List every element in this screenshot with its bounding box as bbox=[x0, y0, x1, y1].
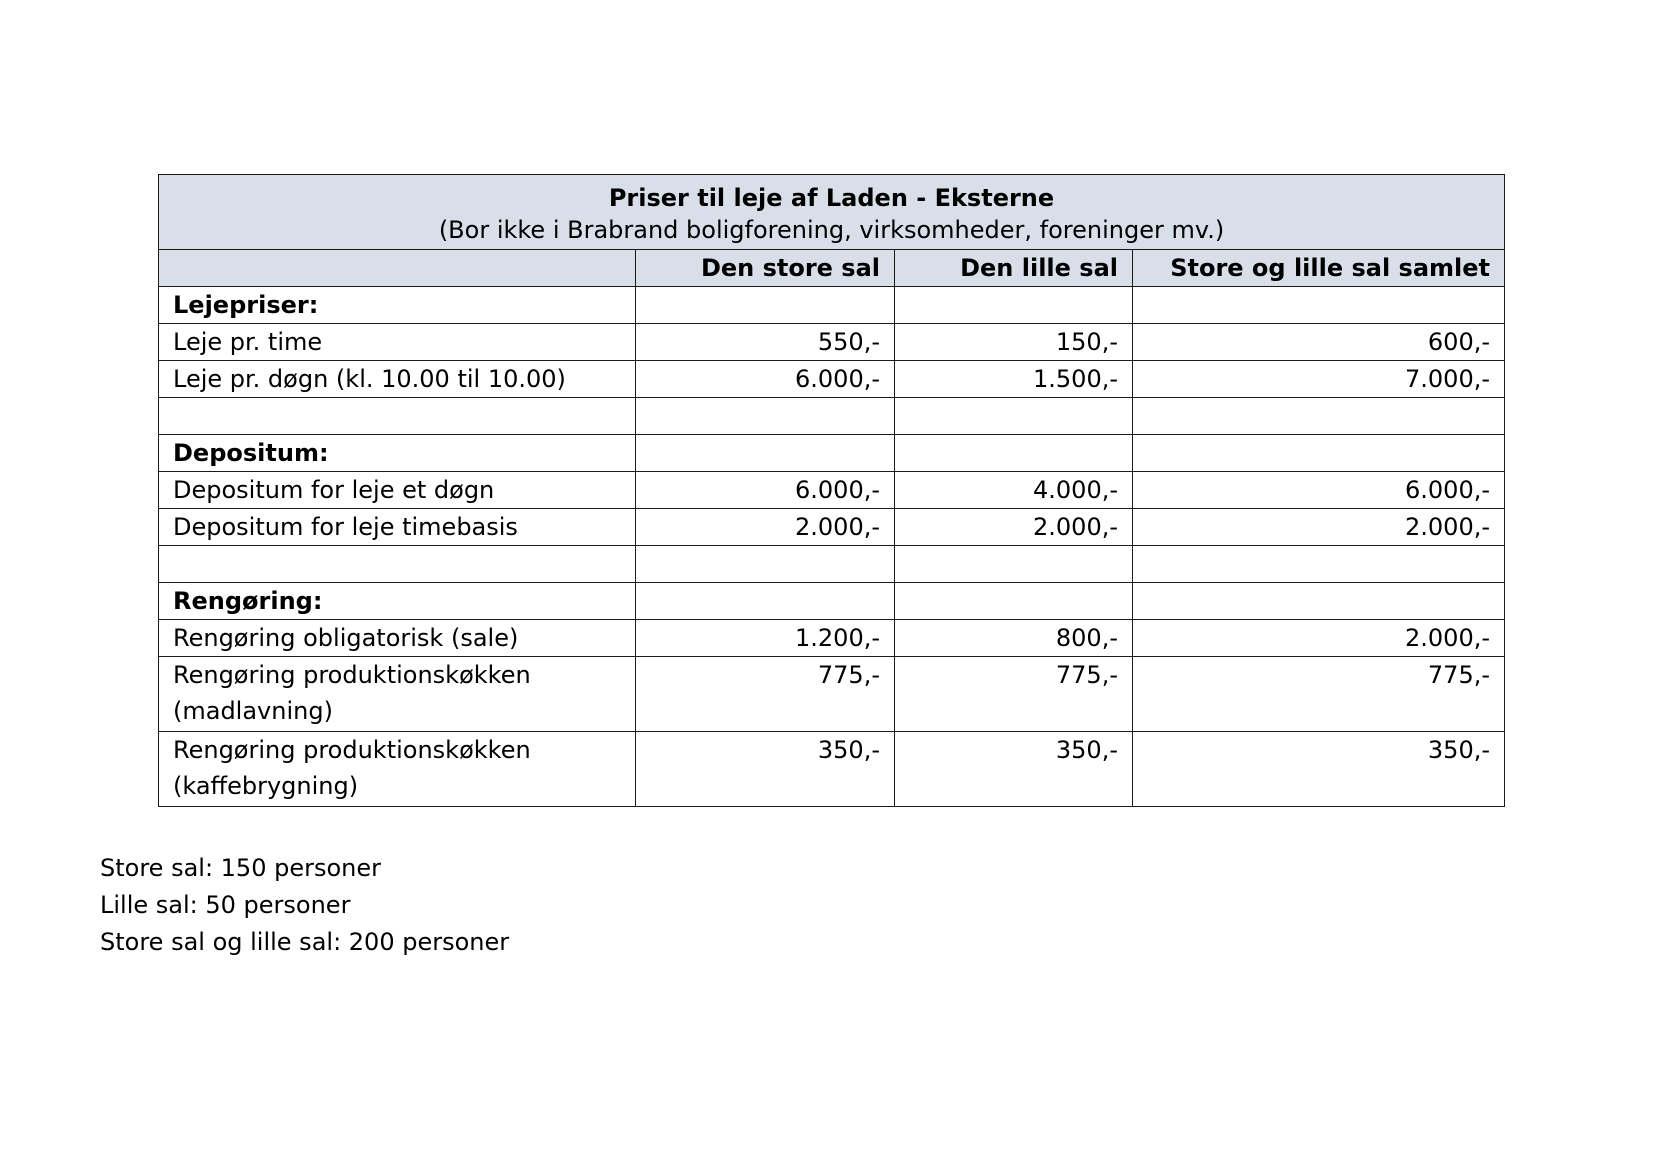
empty-cell bbox=[1133, 435, 1505, 472]
table-row bbox=[159, 472, 1505, 509]
value-cell: 600,- bbox=[1133, 324, 1505, 361]
empty-cell bbox=[159, 546, 636, 583]
section-label: Depositum: bbox=[159, 435, 636, 472]
table-row bbox=[159, 324, 1505, 361]
table-row bbox=[159, 732, 1505, 807]
column-header-row bbox=[159, 250, 1505, 287]
value-cell: 775,- bbox=[636, 657, 895, 732]
header-blank-cell bbox=[159, 250, 636, 287]
value-cell: 800,- bbox=[895, 620, 1133, 657]
value-cell: 2.000,- bbox=[1133, 620, 1505, 657]
value-cell: 350,- bbox=[636, 732, 895, 807]
note-line: Lille sal: 50 personer bbox=[100, 891, 351, 919]
empty-cell bbox=[895, 287, 1133, 324]
value-cell: 2.000,- bbox=[1133, 509, 1505, 546]
value-cell: 775,- bbox=[895, 657, 1133, 732]
value-cell: 2.000,- bbox=[895, 509, 1133, 546]
value-cell: 6.000,- bbox=[1133, 472, 1505, 509]
row-label: Leje pr. døgn (kl. 10.00 til 10.00) bbox=[159, 361, 636, 398]
value-cell: 550,- bbox=[636, 324, 895, 361]
empty-cell bbox=[636, 287, 895, 324]
empty-cell bbox=[895, 583, 1133, 620]
value-cell: 4.000,- bbox=[895, 472, 1133, 509]
header-samlet: Store og lille sal samlet bbox=[1133, 250, 1505, 287]
note-line: Store sal: 150 personer bbox=[100, 854, 381, 882]
section-label: Lejepriser: bbox=[159, 287, 636, 324]
spacer-row bbox=[159, 398, 1505, 435]
value-cell: 6.000,- bbox=[636, 361, 895, 398]
empty-cell bbox=[1133, 398, 1505, 435]
note-line: Store sal og lille sal: 200 personer bbox=[100, 928, 510, 956]
value-cell: 2.000,- bbox=[636, 509, 895, 546]
table-title: Priser til leje af Laden - Eksterne bbox=[608, 184, 1055, 212]
table-row bbox=[159, 620, 1505, 657]
row-label: Rengøring produktionskøkken (madlavning) bbox=[159, 657, 636, 732]
empty-cell bbox=[636, 546, 895, 583]
value-cell: 350,- bbox=[1133, 732, 1505, 807]
table-row bbox=[159, 361, 1505, 398]
value-cell: 7.000,- bbox=[1133, 361, 1505, 398]
row-label: Depositum for leje et døgn bbox=[159, 472, 636, 509]
empty-cell bbox=[895, 398, 1133, 435]
row-label: Depositum for leje timebasis bbox=[159, 509, 636, 546]
empty-cell bbox=[159, 398, 636, 435]
empty-cell bbox=[895, 435, 1133, 472]
section-row-depositum bbox=[159, 435, 1505, 472]
value-cell: 6.000,- bbox=[636, 472, 895, 509]
price-table bbox=[158, 174, 1505, 807]
header-store-sal: Den store sal bbox=[636, 250, 895, 287]
value-cell: 350,- bbox=[895, 732, 1133, 807]
empty-cell bbox=[1133, 287, 1505, 324]
capacity-notes bbox=[100, 850, 509, 961]
table-subtitle: (Bor ikke i Brabrand boligforening, virksomheder, foreninger mv.) bbox=[438, 216, 1225, 244]
empty-cell bbox=[636, 398, 895, 435]
section-label: Rengøring: bbox=[159, 583, 636, 620]
spacer-row bbox=[159, 546, 1505, 583]
empty-cell bbox=[1133, 546, 1505, 583]
empty-cell bbox=[895, 546, 1133, 583]
table-title-cell bbox=[159, 175, 1505, 250]
section-row-rengoring bbox=[159, 583, 1505, 620]
empty-cell bbox=[636, 435, 895, 472]
row-label: Rengøring obligatorisk (sale) bbox=[159, 620, 636, 657]
row-label: Leje pr. time bbox=[159, 324, 636, 361]
empty-cell bbox=[1133, 583, 1505, 620]
section-row-leje bbox=[159, 287, 1505, 324]
table-row bbox=[159, 657, 1505, 732]
table-title-row bbox=[159, 175, 1505, 250]
value-cell: 775,- bbox=[1133, 657, 1505, 732]
row-label: Rengøring produktionskøkken (kaffebrygning) bbox=[159, 732, 636, 807]
table-row bbox=[159, 509, 1505, 546]
value-cell: 1.500,- bbox=[895, 361, 1133, 398]
empty-cell bbox=[636, 583, 895, 620]
value-cell: 150,- bbox=[895, 324, 1133, 361]
value-cell: 1.200,- bbox=[636, 620, 895, 657]
header-lille-sal: Den lille sal bbox=[895, 250, 1133, 287]
